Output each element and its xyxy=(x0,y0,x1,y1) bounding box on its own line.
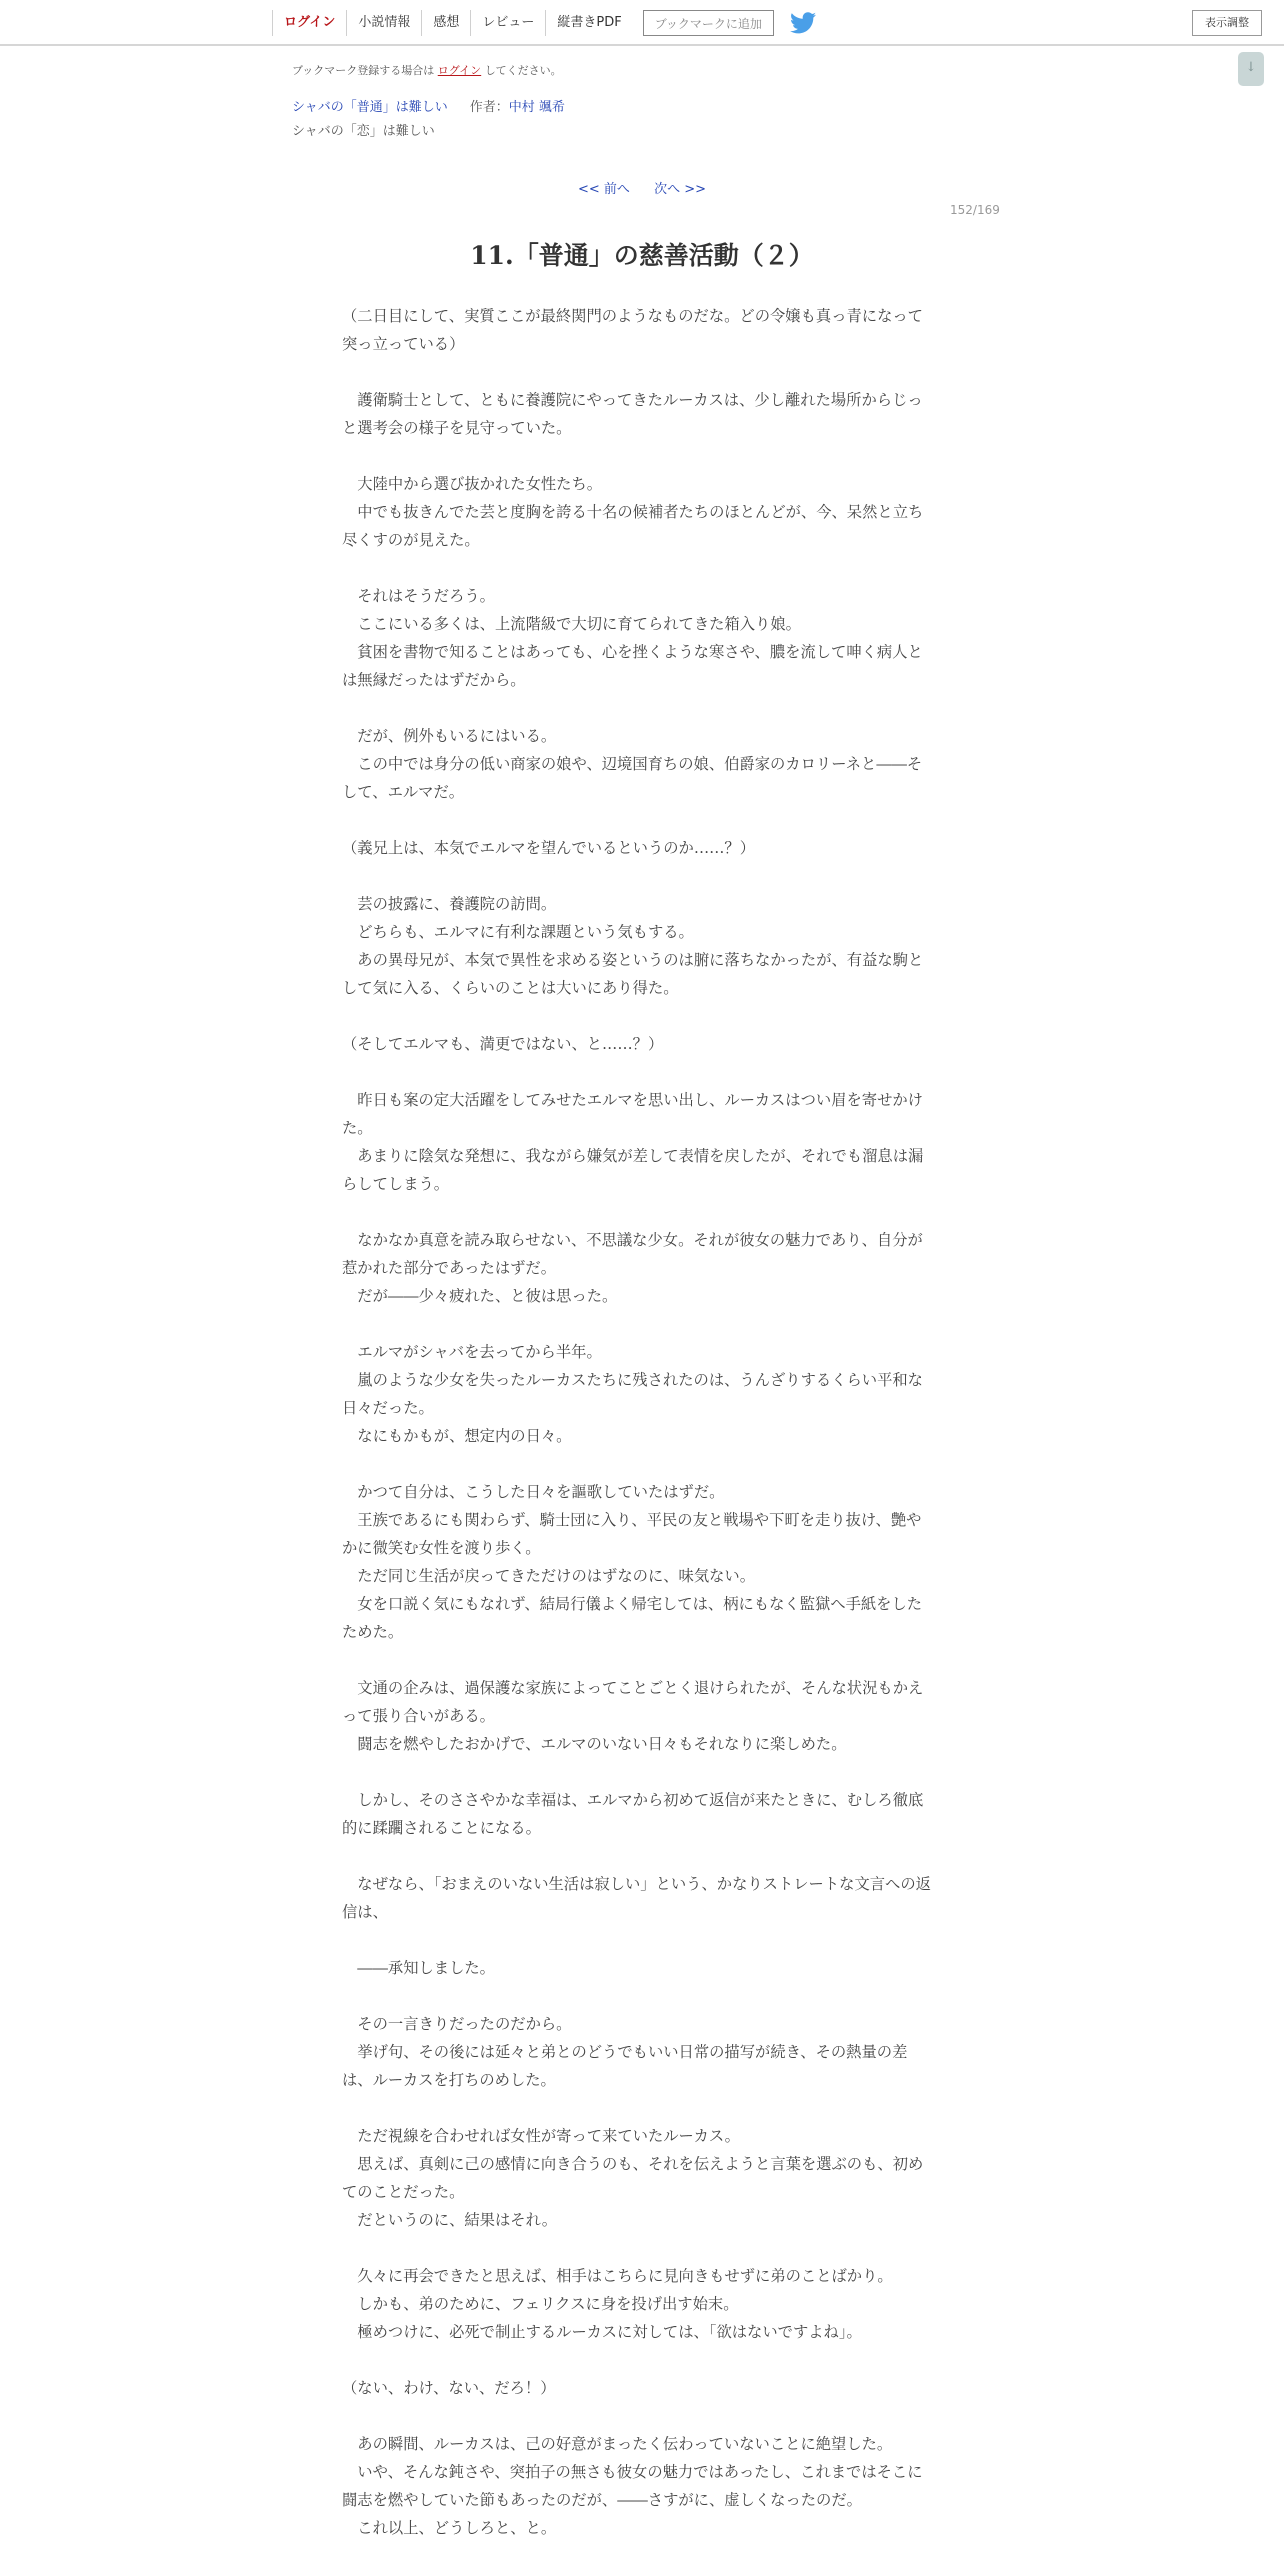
body-paragraph: 芸の披露に、養護院の訪問。 xyxy=(342,895,557,913)
body-paragraph: 挙げ句、その後には延々と弟とのどうでもいい日常の描写が続き、その熱量の差は、ルーカスを打ちのめした。 xyxy=(342,2043,908,2089)
body-paragraph: ――承知しました。 xyxy=(342,1959,495,1977)
body-paragraph: これ以上、どうしろと、と。 xyxy=(342,2519,557,2537)
body-paragraph: （義兄上は、本気でエルマを望んでいるというのか……？） xyxy=(342,839,756,857)
add-bookmark-button[interactable]: ブックマークに追加 xyxy=(643,10,774,36)
blank-line xyxy=(342,2346,934,2374)
body-paragraph: 嵐のような少女を失ったルーカスたちに残されたのは、うんざりするくらい平和な日々だった。 xyxy=(342,1371,923,1417)
body-paragraph: その一言きりだったのだから。 xyxy=(342,2015,572,2033)
blank-line xyxy=(342,358,934,386)
author-line xyxy=(470,96,565,115)
body-paragraph: （二日目にして、実質ここが最終関門のようなものだな。どの令嬢も真っ青になって突っ立っている） xyxy=(342,307,923,353)
body-paragraph: それはそうだろう。 xyxy=(342,587,495,605)
nav-vertical-pdf[interactable]: 縦書きPDF xyxy=(545,10,632,36)
body-paragraph: 思えば、真剣に己の感情に向き合うのも、それを伝えようと言葉を選ぶのも、初めてのことだった。 xyxy=(342,2155,924,2201)
chapter-group-title: シャバの「恋」は難しい xyxy=(292,124,435,139)
body-paragraph: あまりに陰気な発想に、我ながら嫌気が差して表情を戻したが、それでも溜息は漏らしてしまう。 xyxy=(342,1147,924,1193)
blank-line xyxy=(342,1198,934,1226)
page-number: 152/169 xyxy=(950,203,1000,217)
novel-body xyxy=(342,302,934,2542)
nav-novel-info[interactable]: 小説情報 xyxy=(346,10,421,36)
blank-line xyxy=(342,2234,934,2262)
blank-line xyxy=(342,1842,934,1870)
blank-line xyxy=(342,1002,934,1030)
body-paragraph: なかなか真意を読み取らせない、不思議な少女。それが彼女の魅力であり、自分が惹かれた部分であったはずだ。 xyxy=(342,1231,923,1277)
blank-line xyxy=(342,554,934,582)
body-paragraph: この中では身分の低い商家の娘や、辺境国育ちの娘、伯爵家のカロリーネと――そして、エルマだ。 xyxy=(342,755,923,801)
body-paragraph: ただ視線を合わせれば女性が寄って来ていたルーカス。 xyxy=(342,2127,740,2145)
body-paragraph: ここにいる多くは、上流階級で大切に育てられてきた箱入り娘。 xyxy=(342,615,801,633)
next-page-link[interactable]: 次へ >> xyxy=(654,182,706,197)
body-paragraph: （ない、わけ、ない、だろ！） xyxy=(342,2379,556,2397)
body-paragraph: 闘志を燃やしたおかげで、エルマのいない日々もそれなりに楽しめた。 xyxy=(342,1735,847,1753)
body-paragraph: （そしてエルマも、満更ではない、と……？） xyxy=(342,1035,664,1053)
blank-line xyxy=(342,2402,934,2430)
body-paragraph: だというのに、結果はそれ。 xyxy=(342,2211,558,2229)
notice-login-link[interactable]: ログイン xyxy=(437,64,482,77)
blank-line xyxy=(342,1926,934,1954)
nav-review[interactable]: レビュー xyxy=(470,10,545,36)
top-bar xyxy=(0,0,1284,46)
notice-suffix: してください。 xyxy=(484,64,562,77)
chapter-title: 11.「普通」の慈善活動（２） xyxy=(470,241,814,270)
body-paragraph: なぜなら、「おまえのいない生活は寂しい」という、かなりストレートな文言への返信は、 xyxy=(342,1875,931,1921)
body-paragraph: どちらも、エルマに有利な課題という気もする。 xyxy=(342,923,694,941)
blank-line xyxy=(342,694,934,722)
body-paragraph: だが、例外もいるにはいる。 xyxy=(342,727,557,745)
body-paragraph: しかも、弟のために、フェリクスに身を投げ出す始末。 xyxy=(342,2295,739,2313)
blank-line xyxy=(342,1646,934,1674)
body-paragraph: 女を口説く気にもなれず、結局行儀よく帰宅しては、柄にもなく監獄へ手紙をしたためた。 xyxy=(342,1595,923,1641)
author-label: 作者： xyxy=(469,100,509,115)
body-paragraph: なにもかもが、想定内の日々。 xyxy=(342,1427,572,1445)
scroll-down-tab[interactable]: ↓ xyxy=(1238,52,1264,86)
bookmark-login-notice xyxy=(292,62,562,78)
body-paragraph: 文通の企みは、過保護な家族によってことごとく退けられたが、そんな状況もかえって張り合いがある。 xyxy=(342,1679,924,1725)
blank-line xyxy=(342,2094,934,2122)
body-paragraph: 大陸中から選び抜かれた女性たち。 xyxy=(342,475,603,493)
prev-page-link[interactable]: << 前へ xyxy=(578,182,630,197)
body-paragraph: ただ同じ生活が戻ってきただけのはずなのに、味気ない。 xyxy=(342,1567,756,1585)
body-paragraph: かつて自分は、こうした日々を謳歌していたはずだ。 xyxy=(342,1483,725,1501)
blank-line xyxy=(342,1982,934,2010)
body-paragraph: あの異母兄が、本気で異性を求める姿というのは腑に落ちなかったが、有益な駒として気に入る、くらいのことは大いにあり得た。 xyxy=(342,951,924,997)
body-paragraph: 護衛騎士として、ともに養護院にやってきたルーカスは、少し離れた場所からじっと選考会の様子を見守っていた。 xyxy=(342,391,923,437)
series-title-link[interactable]: シャバの「普通」は難しい xyxy=(292,100,448,115)
blank-line xyxy=(342,806,934,834)
body-paragraph: 久々に再会できたと思えば、相手はこちらに見向きもせずに弟のことばかり。 xyxy=(342,2267,893,2285)
body-paragraph: いや、そんな鈍さや、突拍子の無さも彼女の魅力ではあったし、これまではそこに闘志を燃やしていた節もあったのだが、――さすがに、虚しくなったのだ。 xyxy=(342,2463,923,2509)
blank-line xyxy=(342,1058,934,1086)
body-paragraph: エルマがシャバを去ってから半年。 xyxy=(342,1343,602,1361)
notice-prefix: ブックマーク登録する場合は xyxy=(292,64,435,77)
twitter-icon[interactable] xyxy=(790,12,816,34)
body-paragraph: 極めつけに、必死で制止するルーカスに対しては、「欲はないですよね」。 xyxy=(342,2323,862,2341)
body-paragraph: だが――少々疲れた、と彼は思った。 xyxy=(342,1287,618,1305)
pager xyxy=(0,178,1284,197)
main-nav xyxy=(272,0,816,46)
nav-impressions[interactable]: 感想 xyxy=(421,10,470,36)
blank-line xyxy=(342,1310,934,1338)
body-paragraph: しかし、そのささやかな幸福は、エルマから初めて返信が来たときに、むしろ徹底的に蹂躙されることになる。 xyxy=(342,1791,924,1837)
blank-line xyxy=(342,442,934,470)
body-paragraph: 中でも抜きんでた芸と度胸を誇る十名の候補者たちのほとんどが、今、呆然と立ち尽くすのが見えた。 xyxy=(342,503,924,549)
blank-line xyxy=(342,1450,934,1478)
author-link[interactable]: 中村 颯希 xyxy=(508,100,565,115)
blank-line xyxy=(342,1758,934,1786)
nav-login[interactable]: ログイン xyxy=(272,10,346,36)
body-paragraph: 昨日も案の定大活躍をしてみせたエルマを思い出し、ルーカスはつい眉を寄せかけた。 xyxy=(342,1091,923,1137)
blank-line xyxy=(342,862,934,890)
body-paragraph: 貧困を書物で知ることはあっても、心を挫くような寒さや、膿を流して呻く病人とは無縁だったはずだから。 xyxy=(342,643,923,689)
body-paragraph: あの瞬間、ルーカスは、己の好意がまったく伝わっていないことに絶望した。 xyxy=(342,2435,893,2453)
body-paragraph: 王族であるにも関わらず、騎士団に入り、平民の友と戦場や下町を走り抜け、艶やかに微笑む女性を渡り歩く。 xyxy=(342,1511,922,1557)
display-settings-button[interactable]: 表示調整 xyxy=(1192,10,1262,36)
series-info xyxy=(292,96,565,115)
